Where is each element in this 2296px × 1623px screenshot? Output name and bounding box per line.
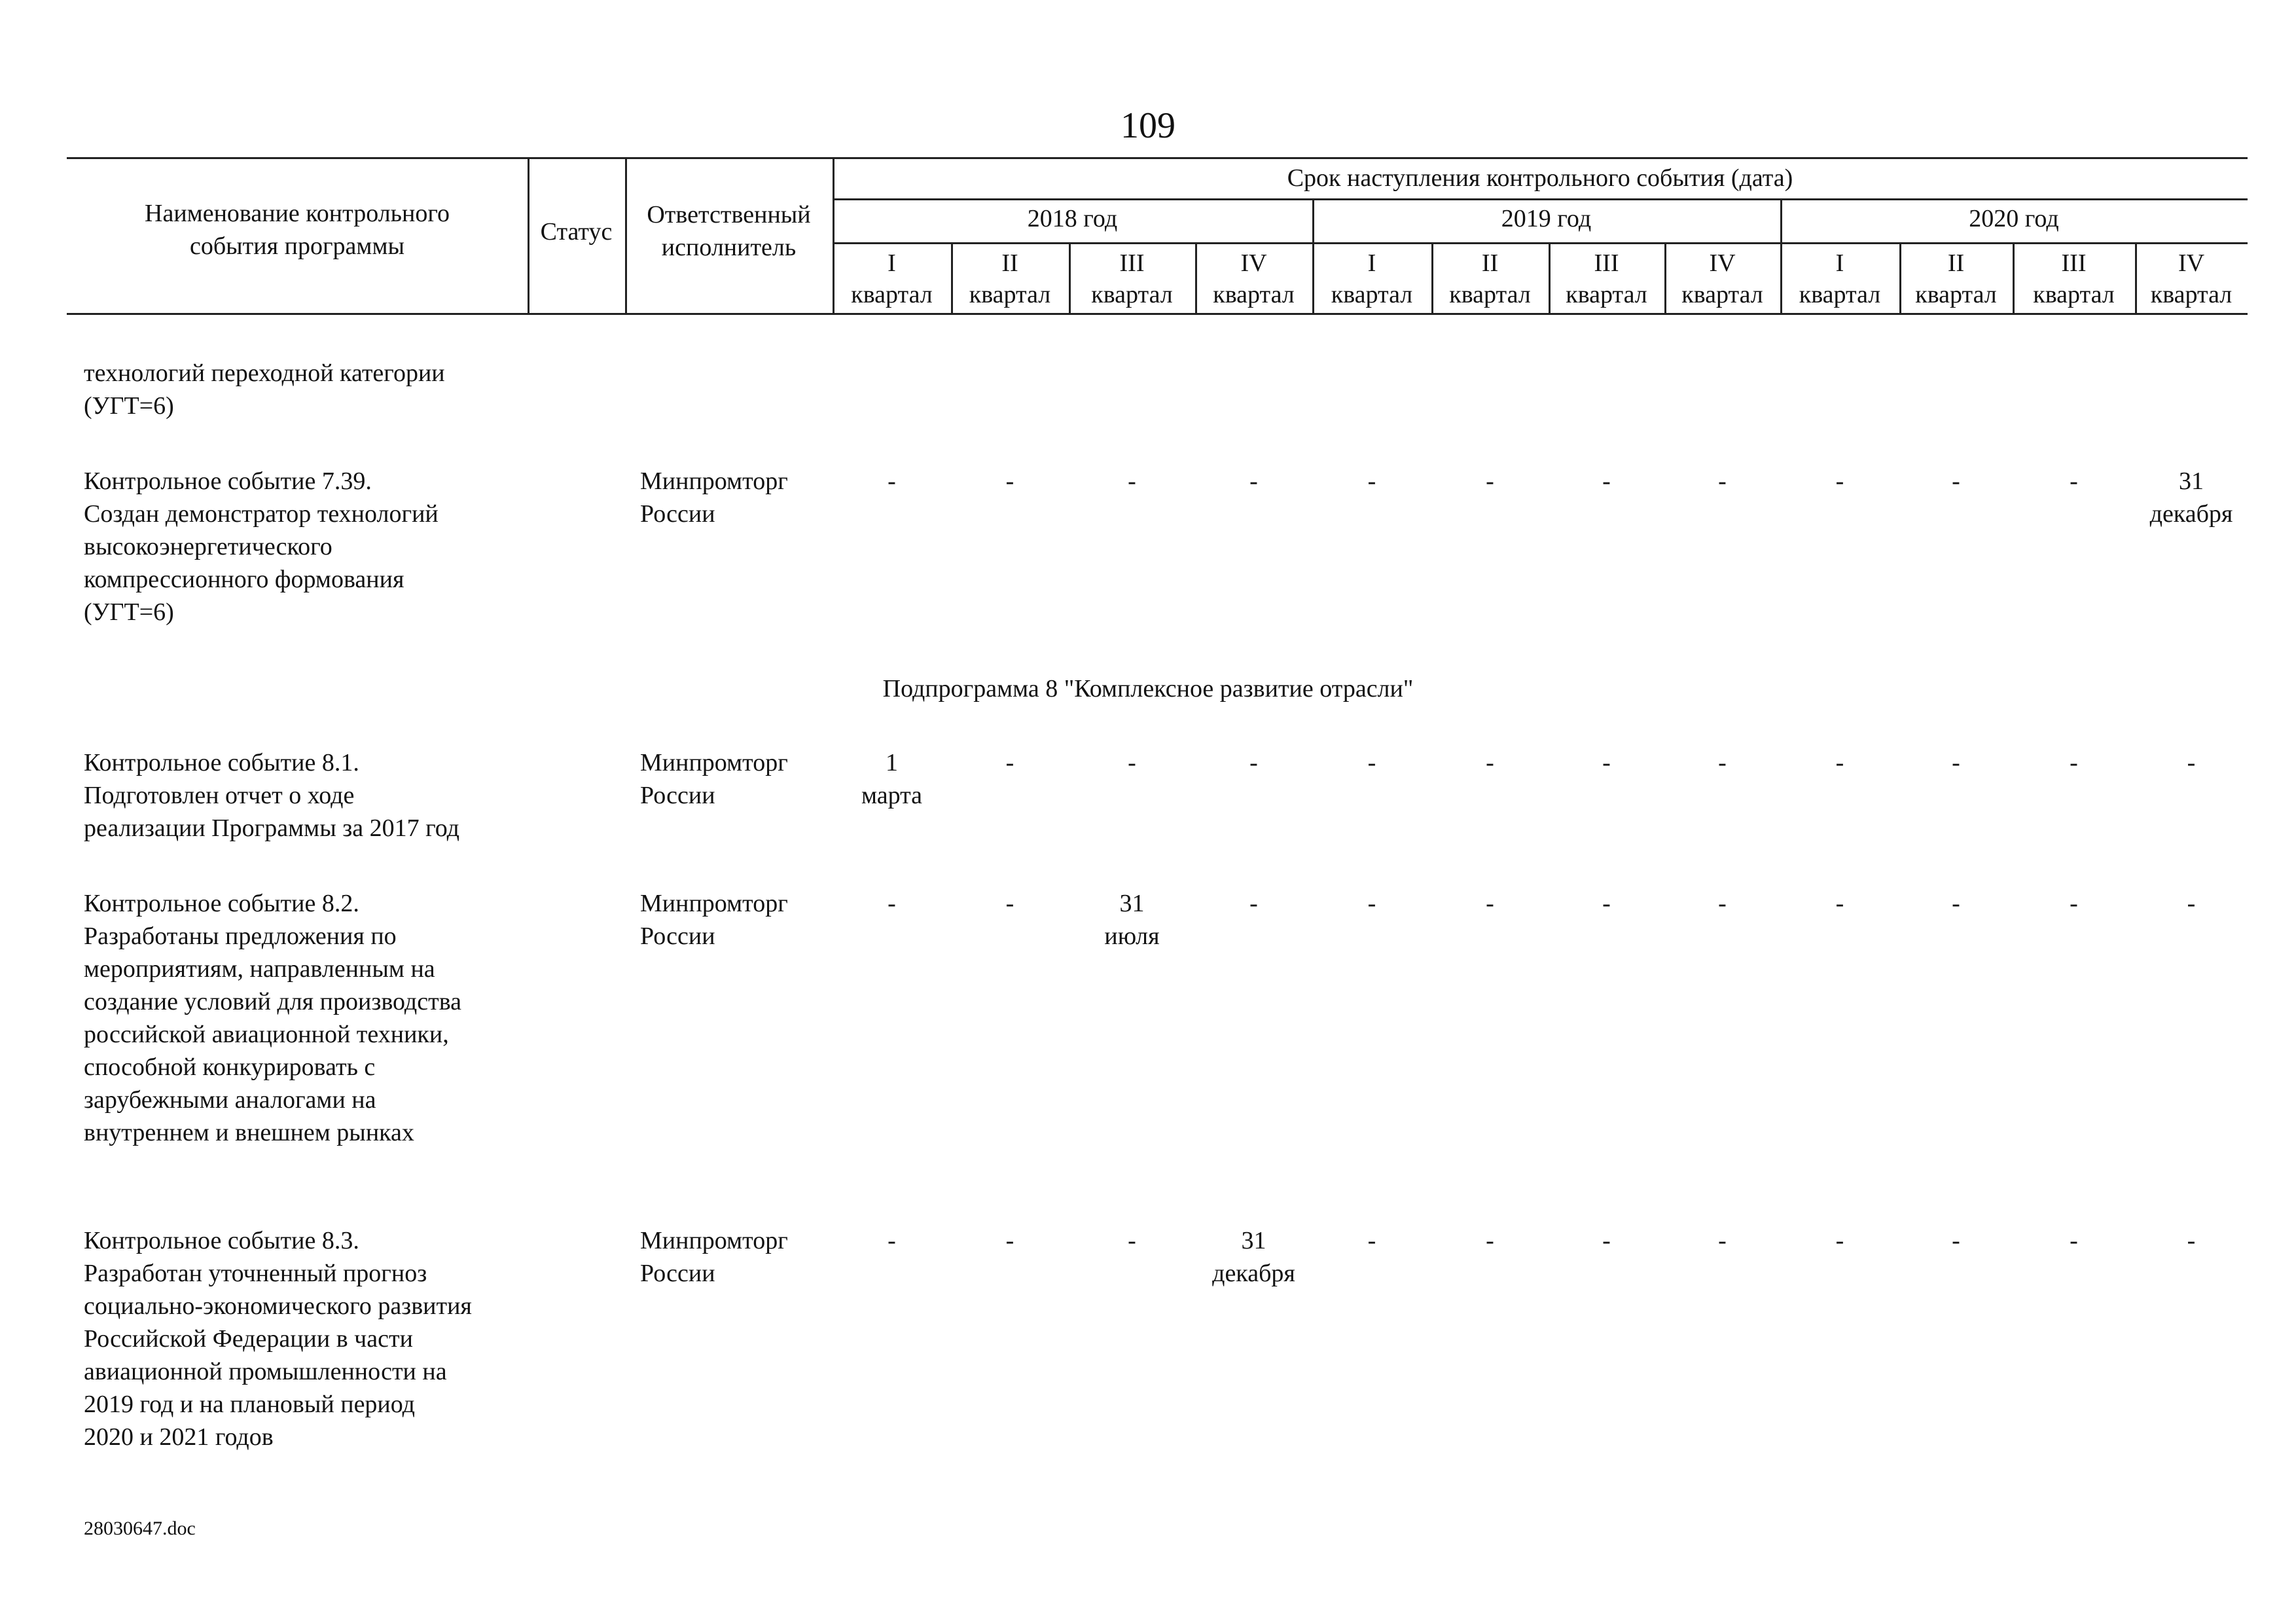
header-quarter-word: квартал xyxy=(2033,281,2115,308)
event-date-value: - xyxy=(2070,890,2078,917)
event-date-value: - xyxy=(888,890,896,917)
header-name-line-1: Наименование контрольного xyxy=(145,200,450,227)
event-date-value: - xyxy=(2187,1227,2196,1254)
header-quarter-word: квартал xyxy=(1915,281,1997,308)
header-quarter-roman: III xyxy=(2061,249,2087,277)
event-executor-line: России xyxy=(640,1260,715,1287)
event-name-line: Контрольное событие 8.3. xyxy=(84,1227,359,1254)
header-quarter-roman: IV xyxy=(1240,249,1267,277)
header-quarter-roman: III xyxy=(1119,249,1145,277)
event-date-value: - xyxy=(1367,467,1376,495)
event-name-line: Контрольное событие 8.1. xyxy=(84,749,359,776)
event-name-line: мероприятиям, направленным на xyxy=(84,955,435,983)
event-date-value: - xyxy=(2070,467,2078,495)
event-date-value: 31 xyxy=(1241,1227,1266,1254)
event-date-value: - xyxy=(1718,467,1727,495)
event-name-line: Разработаны предложения по xyxy=(84,922,397,950)
event-name-line: Создан демонстратор технологий xyxy=(84,500,439,528)
header-quarter-word: квартал xyxy=(969,281,1051,308)
event-date-value: марта xyxy=(861,782,923,809)
event-date-value: - xyxy=(1249,467,1258,495)
event-date-value: - xyxy=(1005,1227,1014,1254)
header-quarter-roman: I xyxy=(1367,249,1376,277)
event-name-line: 2020 и 2021 годов xyxy=(84,1423,274,1451)
header-bottom-line xyxy=(67,313,2248,315)
event-name-line: Контрольное событие 7.39. xyxy=(84,467,372,495)
subprogram-title: Подпрограмма 8 "Комплексное развитие отрасли" xyxy=(882,675,1414,702)
event-date-value: декабря xyxy=(1212,1260,1295,1287)
header-quarter-word: квартал xyxy=(1799,281,1881,308)
event-date-value: - xyxy=(2070,749,2078,776)
header-quarter-roman: III xyxy=(1594,249,1619,277)
header-quarter-line xyxy=(833,242,2248,244)
event-date-value: - xyxy=(1486,890,1494,917)
page-number: 109 xyxy=(1121,105,1175,146)
header-status: Статус xyxy=(540,218,613,246)
event-executor-line: Минпромторг xyxy=(640,467,788,495)
event-date-value: - xyxy=(1005,749,1014,776)
event-date-value: - xyxy=(1952,467,1960,495)
header-name-line-2: события программы xyxy=(189,232,405,260)
event-executor-line: Минпромторг xyxy=(640,1227,788,1254)
event-date-value: - xyxy=(1835,749,1844,776)
event-name-line: (УГТ=6) xyxy=(84,392,174,420)
event-name-line: высокоэнергетического xyxy=(84,533,332,560)
event-date-value: - xyxy=(1486,1227,1494,1254)
event-date-value: декабря xyxy=(2149,500,2233,528)
event-name-line: российской авиационной техники, xyxy=(84,1021,449,1048)
event-date-value: 31 xyxy=(1119,890,1145,917)
event-date-value: - xyxy=(1602,1227,1611,1254)
header-quarter-word: квартал xyxy=(2150,281,2233,308)
header-year-line xyxy=(833,198,2248,200)
event-executor-line: Минпромторг xyxy=(640,749,788,776)
event-name-line: внутреннем и внешнем рынках xyxy=(84,1119,414,1146)
event-date-value: - xyxy=(1718,1227,1727,1254)
event-date-value: - xyxy=(1835,467,1844,495)
header-quarter-roman: II xyxy=(1481,249,1499,277)
event-date-value: 1 xyxy=(886,749,898,776)
event-date-value: - xyxy=(1602,749,1611,776)
event-name-line: Разработан уточненный прогноз xyxy=(84,1260,427,1287)
event-name-line: Подготовлен отчет о ходе xyxy=(84,782,355,809)
event-name-line: создание условий для производства xyxy=(84,988,462,1015)
header-year-2019: 2019 год xyxy=(1501,205,1592,232)
header-quarter-roman: IV xyxy=(1709,249,1736,277)
event-date-value: - xyxy=(2187,749,2196,776)
event-date-value: - xyxy=(1486,749,1494,776)
event-date-value: - xyxy=(1005,467,1014,495)
event-date-value: - xyxy=(1835,890,1844,917)
event-date-value: - xyxy=(1367,749,1376,776)
header-year-2020: 2020 год xyxy=(1969,205,2059,232)
header-quarter-word: квартал xyxy=(851,281,933,308)
event-date-value: - xyxy=(1602,467,1611,495)
event-name-line: зарубежными аналогами на xyxy=(84,1086,376,1114)
event-date-value: - xyxy=(1835,1227,1844,1254)
event-name-line: авиационной промышленности на xyxy=(84,1358,447,1385)
header-quarter-word: квартал xyxy=(1213,281,1295,308)
event-date-value: - xyxy=(1718,890,1727,917)
event-name-line: способной конкурировать с xyxy=(84,1053,376,1081)
event-date-value: - xyxy=(1952,1227,1960,1254)
event-name-line: технологий переходной категории xyxy=(84,359,445,387)
header-quarter-roman: II xyxy=(1001,249,1018,277)
header-executor-line-1: Ответственный xyxy=(647,201,811,228)
event-date-value: - xyxy=(2187,890,2196,917)
event-executor-line: России xyxy=(640,782,715,809)
event-executor-line: России xyxy=(640,922,715,950)
event-date-value: 31 xyxy=(2179,467,2204,495)
event-date-value: - xyxy=(888,467,896,495)
event-date-value: - xyxy=(1128,467,1136,495)
header-quarter-word: квартал xyxy=(1566,281,1647,308)
event-date-value: - xyxy=(1249,890,1258,917)
event-date-value: - xyxy=(1367,890,1376,917)
event-date-value: - xyxy=(1952,890,1960,917)
header-year-2018: 2018 год xyxy=(1027,205,1118,232)
header-quarter-roman: I xyxy=(888,249,896,277)
header-period-title: Срок наступления контрольного события (дата) xyxy=(1287,164,1793,192)
event-date-value: - xyxy=(2070,1227,2078,1254)
event-date-value: - xyxy=(1367,1227,1376,1254)
event-executor-line: России xyxy=(640,500,715,528)
event-date-value: - xyxy=(888,1227,896,1254)
event-name-line: Контрольное событие 8.2. xyxy=(84,890,359,917)
footer-filename: 28030647.doc xyxy=(84,1518,196,1539)
event-date-value: - xyxy=(1005,890,1014,917)
header-quarter-roman: II xyxy=(1947,249,1965,277)
event-name-line: (УГТ=6) xyxy=(84,598,174,626)
header-top-line xyxy=(67,157,2248,159)
event-name-line: 2019 год и на плановый период xyxy=(84,1391,416,1418)
event-date-value: - xyxy=(1128,1227,1136,1254)
event-date-value: - xyxy=(1718,749,1727,776)
event-date-value: июля xyxy=(1104,922,1160,950)
header-executor-line-2: исполнитель xyxy=(661,234,797,261)
header-quarter-word: квартал xyxy=(1449,281,1531,308)
header-quarter-roman: IV xyxy=(2178,249,2205,277)
event-name-line: реализации Программы за 2017 год xyxy=(84,814,459,842)
event-name-line: Российской Федерации в части xyxy=(84,1325,413,1353)
event-date-value: - xyxy=(1486,467,1494,495)
event-executor-line: Минпромторг xyxy=(640,890,788,917)
event-date-value: - xyxy=(1128,749,1136,776)
header-quarter-word: квартал xyxy=(1681,281,1763,308)
event-name-line: компрессионного формования xyxy=(84,566,404,593)
header-quarter-roman: I xyxy=(1835,249,1844,277)
event-date-value: - xyxy=(1249,749,1258,776)
event-date-value: - xyxy=(1602,890,1611,917)
header-quarter-word: квартал xyxy=(1331,281,1413,308)
header-quarter-word: квартал xyxy=(1091,281,1173,308)
event-name-line: социально-экономического развития xyxy=(84,1292,472,1320)
event-date-value: - xyxy=(1952,749,1960,776)
